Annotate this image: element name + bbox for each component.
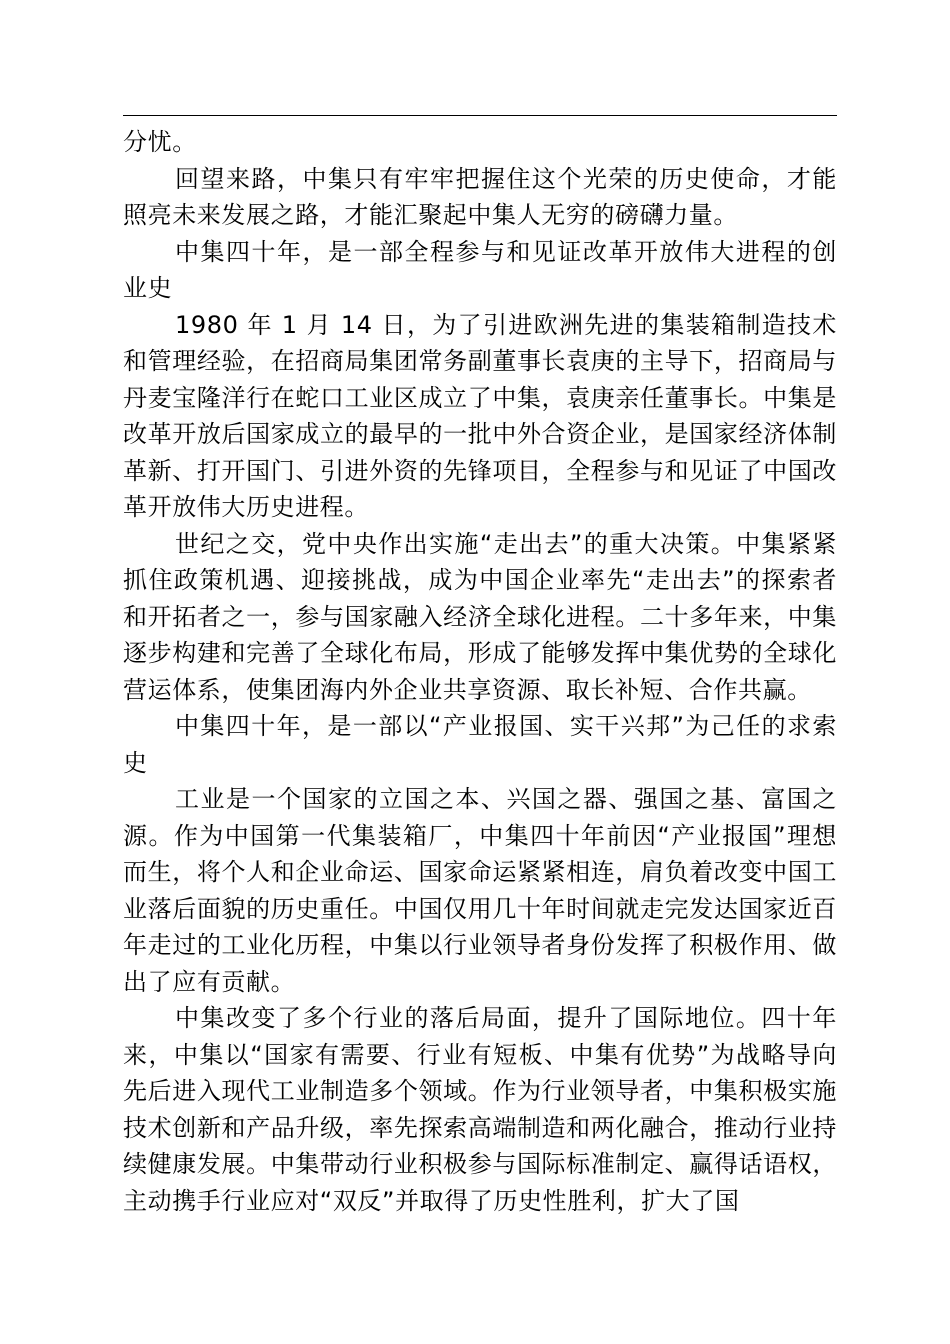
paragraph: 回望来路，中集只有牢牢把握住这个光荣的历史使命，才能照亮未来发展之路，才能汇聚起中集人无穷的磅礴力量。 xyxy=(123,164,837,229)
header-rule xyxy=(123,115,837,116)
paragraph: 1980 年 1 月 14 日，为了引进欧洲先进的集装箱制造技术和管理经验，在招商局集团常务副董事长袁庚的主导下，招商局与丹麦宝隆洋行在蛇口工业区成立了中集，袁庚亲任董事长。中集是改革开放后国家成立的最早的一批中外合资企业，是国家经济体制革新、打开国门、引进外资的先锋项目，全程参与和见证了中国改革开放伟大历史进程。 xyxy=(123,310,837,521)
paragraph: 世纪之交，党中央作出实施“走出去”的重大决策。中集紧紧抓住政策机遇、迎接挑战，成为中国企业率先“走出去”的探索者和开拓者之一，参与国家融入经济全球化进程。二十多年来，中集逐步构建和完善了全球化布局，形成了能够发挥中集优势的全球化营运体系，使集团海内外企业共享资源、取长补短、合作共赢。 xyxy=(123,529,837,704)
paragraph: 中集改变了多个行业的落后局面，提升了国际地位。四十年来，中集以“国家有需要、行业有短板、中集有优势”为战略导向先后进入现代工业制造多个领域。作为行业领导者，中集积极实施技术创新和产品升级，率先探索高端制造和两化融合，推动行业持续健康发展。中集带动行业积极参与国际标准制定、赢得话语权，主动携手行业应对“双反”并取得了历史性胜利，扩大了国 xyxy=(123,1004,837,1215)
section-heading: 中集四十年，是一部全程参与和见证改革开放伟大进程的创业史 xyxy=(123,237,837,302)
section-heading: 中集四十年，是一部以“产业报国、实干兴邦”为己任的求索史 xyxy=(123,712,837,777)
document-body xyxy=(123,124,837,1219)
paragraph: 工业是一个国家的立国之本、兴国之器、强国之基、富国之源。作为中国第一代集装箱厂，中集四十年前因“产业报国”理想而生，将个人和企业命运、国家命运紧紧相连，肩负着改变中国工业落后面貌的历史重任。中国仅用几十年时间就走完发达国家近百年走过的工业化历程，中集以行业领导者身份发挥了积极作用、做出了应有贡献。 xyxy=(123,785,837,996)
paragraph: 分忧。 xyxy=(123,128,197,156)
